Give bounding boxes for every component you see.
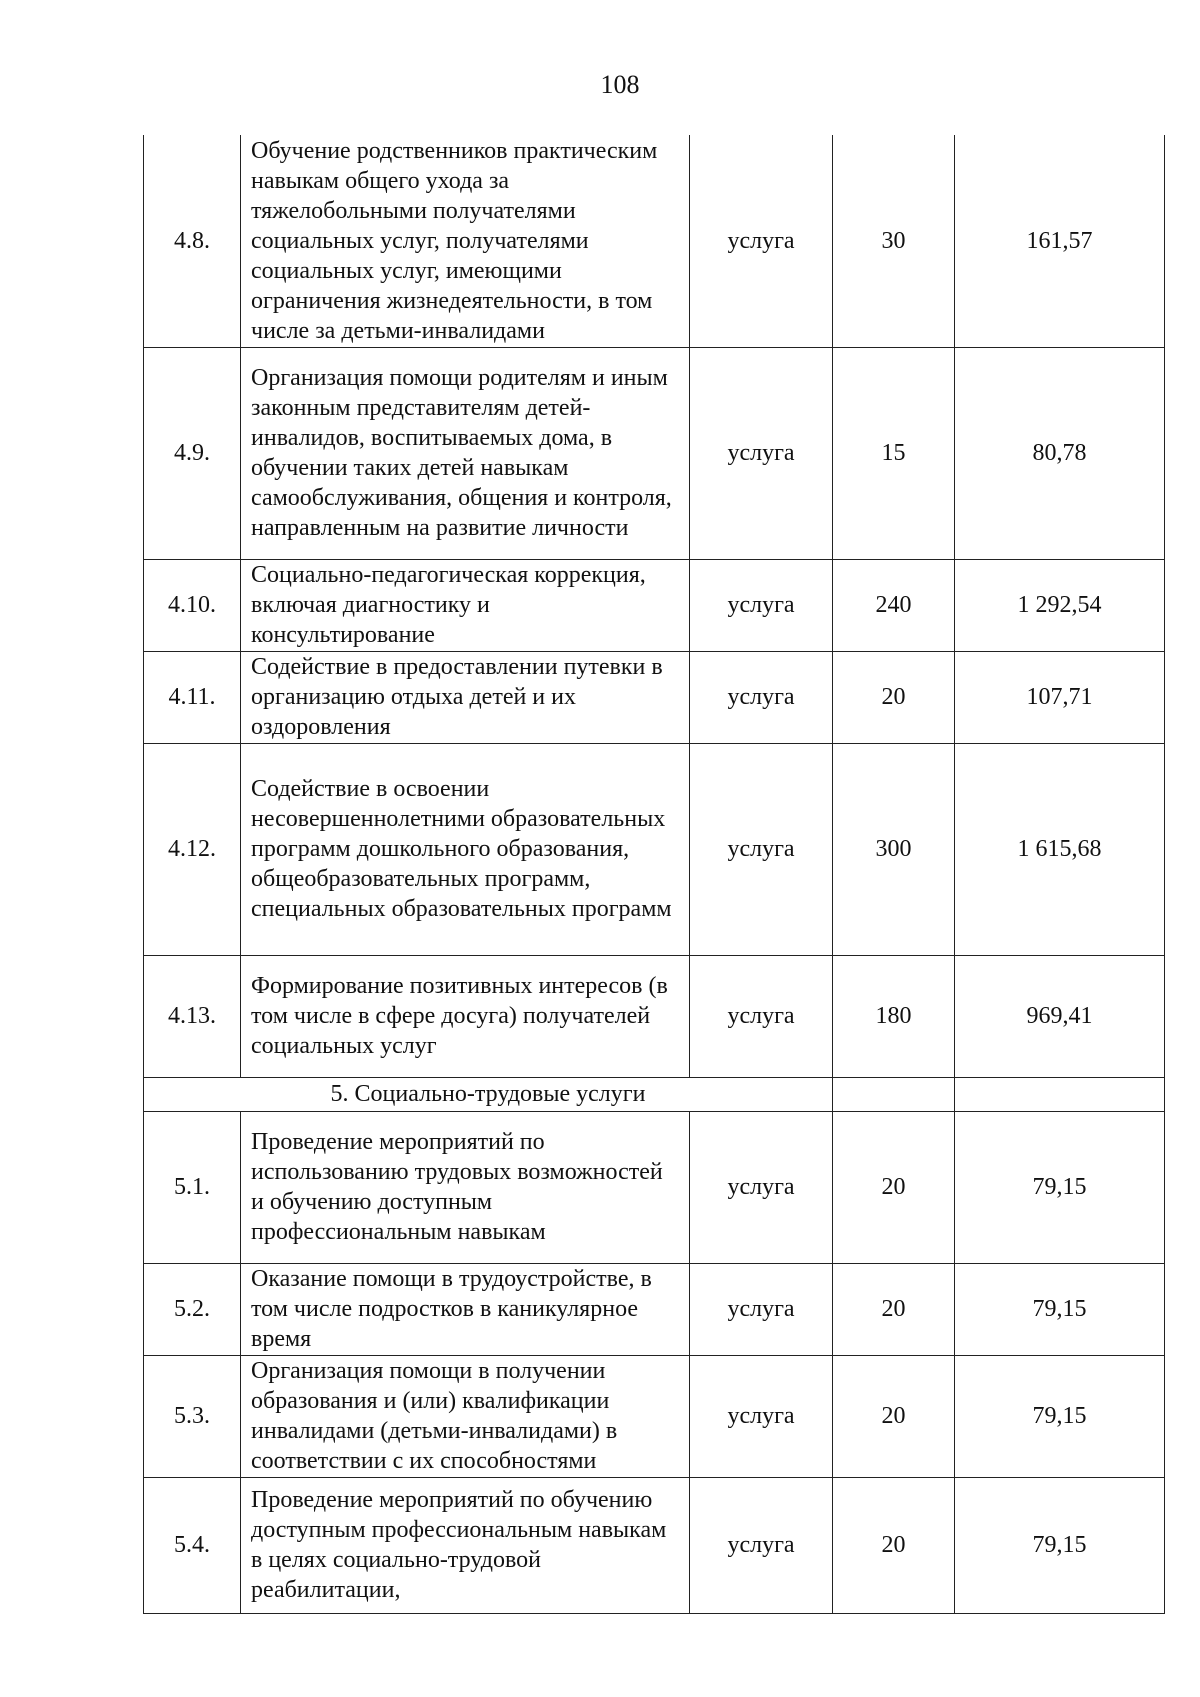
price: 1 292,54 [955, 559, 1165, 651]
table-row [144, 651, 1165, 743]
price: 79,15 [955, 1111, 1165, 1263]
unit-of-measure: услуга [690, 1263, 833, 1355]
row-number: 4.11. [144, 651, 241, 743]
table-row [144, 347, 1165, 559]
quantity: 20 [833, 651, 955, 743]
services-table [143, 135, 1165, 1614]
price: 80,78 [955, 347, 1165, 559]
row-number: 5.3. [144, 1355, 241, 1477]
row-number: 5.1. [144, 1111, 241, 1263]
service-name: Содействие в освоении несовершеннолетними образовательных программ дошкольного образования, общеобразовательных программ, специальных образовательных программ [241, 743, 690, 955]
price: 79,15 [955, 1355, 1165, 1477]
service-name: Содействие в предоставлении путевки в организацию отдыха детей и их оздоровления [241, 651, 690, 743]
unit-of-measure: услуга [690, 347, 833, 559]
price: 79,15 [955, 1263, 1165, 1355]
quantity: 180 [833, 955, 955, 1077]
row-number: 4.10. [144, 559, 241, 651]
quantity: 20 [833, 1111, 955, 1263]
table-row [144, 1477, 1165, 1613]
quantity: 20 [833, 1263, 955, 1355]
row-number: 5.2. [144, 1263, 241, 1355]
row-number: 4.8. [144, 135, 241, 347]
service-name: Формирование позитивных интересов (в том числе в сфере досуга) получателей социальных услуг [241, 955, 690, 1077]
row-number: 4.13. [144, 955, 241, 1077]
table-row [144, 743, 1165, 955]
price: 1 615,68 [955, 743, 1165, 955]
quantity: 20 [833, 1477, 955, 1613]
service-name: Организация помощи родителям и иным законным представителям детей-инвалидов, воспитываемых дома, в обучении таких детей навыкам самообслуживания, общения и контроля, направленным на развитие личности [241, 347, 690, 559]
table-row [144, 1263, 1165, 1355]
price: 969,41 [955, 955, 1165, 1077]
quantity: 15 [833, 347, 955, 559]
unit-of-measure: услуга [690, 1355, 833, 1477]
unit-of-measure: услуга [690, 651, 833, 743]
service-name: Оказание помощи в трудоустройстве, в том числе подростков в каникулярное время [241, 1263, 690, 1355]
page-number: 108 [600, 70, 640, 99]
row-number: 5.4. [144, 1477, 241, 1613]
unit-of-measure: услуга [690, 743, 833, 955]
row-number: 4.12. [144, 743, 241, 955]
empty-cell [955, 1077, 1165, 1111]
section-title: 5. Социально-трудовые услуги [144, 1077, 833, 1111]
unit-of-measure: услуга [690, 955, 833, 1077]
unit-of-measure: услуга [690, 1111, 833, 1263]
service-name: Проведение мероприятий по использованию трудовых возможностей и обучению доступным профессиональным навыкам [241, 1111, 690, 1263]
price: 107,71 [955, 651, 1165, 743]
row-number: 4.9. [144, 347, 241, 559]
empty-cell [833, 1077, 955, 1111]
service-name: Социально-педагогическая коррекция, включая диагностику и консультирование [241, 559, 690, 651]
unit-of-measure: услуга [690, 1477, 833, 1613]
quantity: 30 [833, 135, 955, 347]
price: 79,15 [955, 1477, 1165, 1613]
service-name: Проведение мероприятий по обучению доступным профессиональным навыкам в целях социально-трудовой реабилитации, [241, 1477, 690, 1613]
service-name: Обучение родственников практическим навыкам общего ухода за тяжелобольными получателями социальных услуг, получателями социальных услуг, имеющими ограничения жизнедеятельности, в том числе за детьми-инвалидами [241, 135, 690, 347]
table-row [144, 135, 1165, 347]
unit-of-measure: услуга [690, 135, 833, 347]
table-row [144, 955, 1165, 1077]
quantity: 20 [833, 1355, 955, 1477]
quantity: 240 [833, 559, 955, 651]
table-row [144, 559, 1165, 651]
table-row [144, 1355, 1165, 1477]
unit-of-measure: услуга [690, 559, 833, 651]
price: 161,57 [955, 135, 1165, 347]
section-header-row [144, 1077, 1165, 1111]
quantity: 300 [833, 743, 955, 955]
service-name: Организация помощи в получении образования и (или) квалификации инвалидами (детьми-инвалидами) в соответствии с их способностями [241, 1355, 690, 1477]
table-row [144, 1111, 1165, 1263]
